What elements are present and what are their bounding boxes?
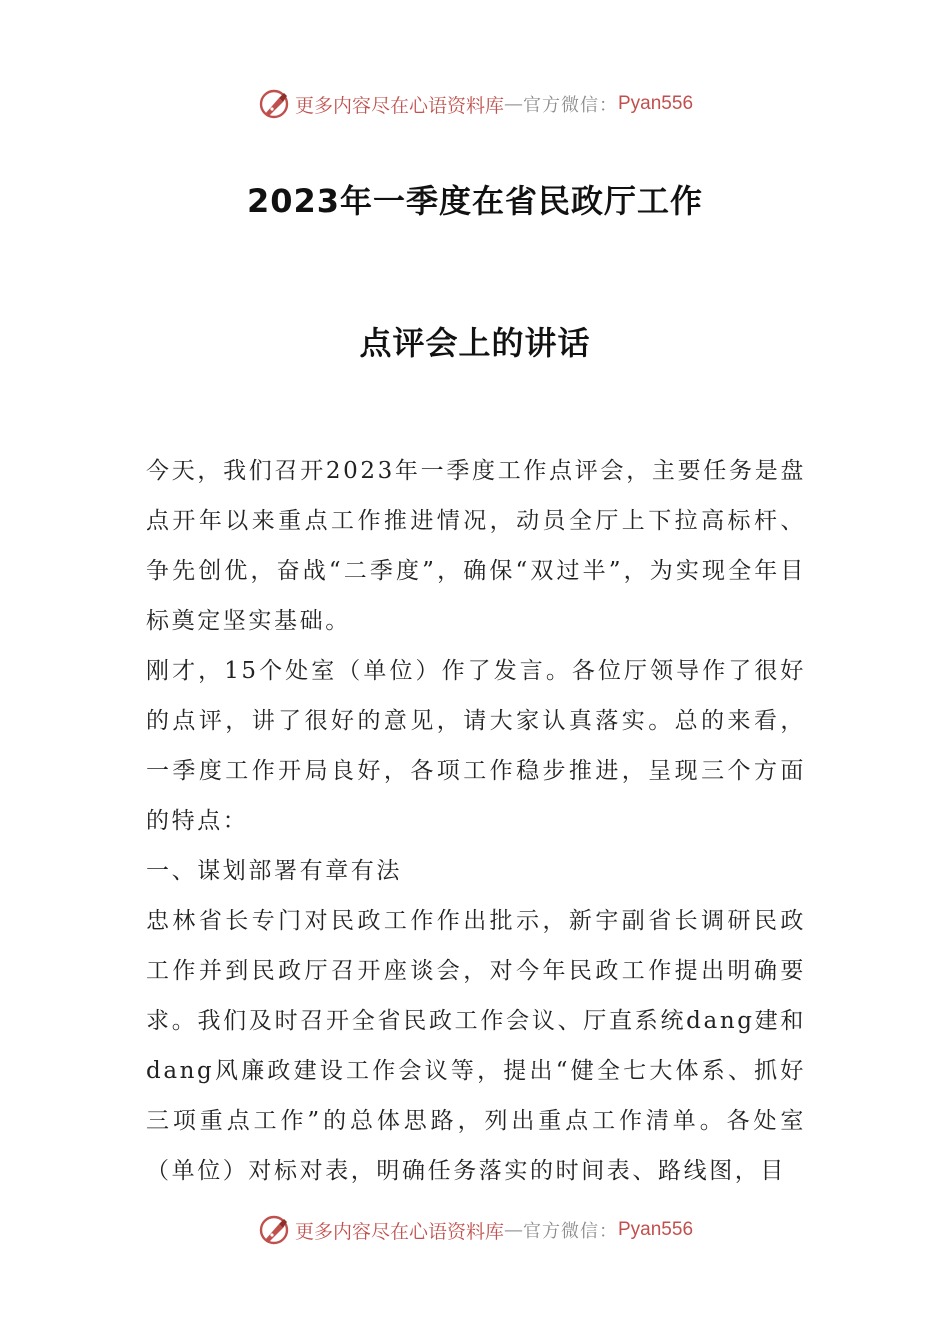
watermark-separator: — [504, 93, 523, 115]
document-title-line1: 2023年一季度在省民政厅工作 [246, 182, 704, 220]
paragraph-summary: 刚才，15个处室（单位）作了发言。各位厅领导作了很好的点评，讲了很好的意见，请大家认真落实。总的来看，一季度工作开局良好，各项工作稳步推进，呈现三个方面的特点： [146, 658, 806, 834]
watermark-wechat-id: Pyan556 [618, 93, 694, 114]
paragraph-intro: 今天，我们召开2023年一季度工作点评会，主要任务是盘点开年以来重点工作推进情况，动员全厅上下拉高标杆、争先创优，奋战“二季度”，确保“双过半”，为实现全年目标奠定坚实基础。 [146, 458, 806, 634]
pen-nib-icon [257, 87, 291, 121]
watermark-wechat-label: 官方微信： [523, 95, 618, 116]
watermark-header [0, 84, 950, 124]
document-title-line2: 点评会上的讲话 [359, 324, 591, 362]
watermark-brand: 更多内容尽在心语资料库 [294, 94, 504, 117]
watermark-wechat-id: Pyan556 [618, 1219, 694, 1240]
watermark-wechat-label: 官方微信： [523, 1221, 618, 1242]
section-heading-1: 一、谋划部署有章有法 [146, 858, 402, 884]
paragraph-section-1: 忠林省长专门对民政工作作出批示，新宇副省长调研民政工作并到民政厅召开座谈会，对今年民政工作提出明确要求。我们及时召开全省民政工作会议、厅直系统dang建和dang风廉政建设工作会议等，提出“健全七大体系、抓好三项重点工作”的总体思路，列出重点工作清单。各处室（单位）对标对表，明确任务落实的时间表、路线图，目 [146, 908, 806, 1184]
pen-nib-icon [257, 1213, 291, 1247]
watermark-footer [0, 1210, 950, 1250]
watermark-separator: — [504, 1219, 523, 1241]
watermark-brand: 更多内容尽在心语资料库 [294, 1220, 504, 1243]
document-body [146, 446, 806, 1196]
